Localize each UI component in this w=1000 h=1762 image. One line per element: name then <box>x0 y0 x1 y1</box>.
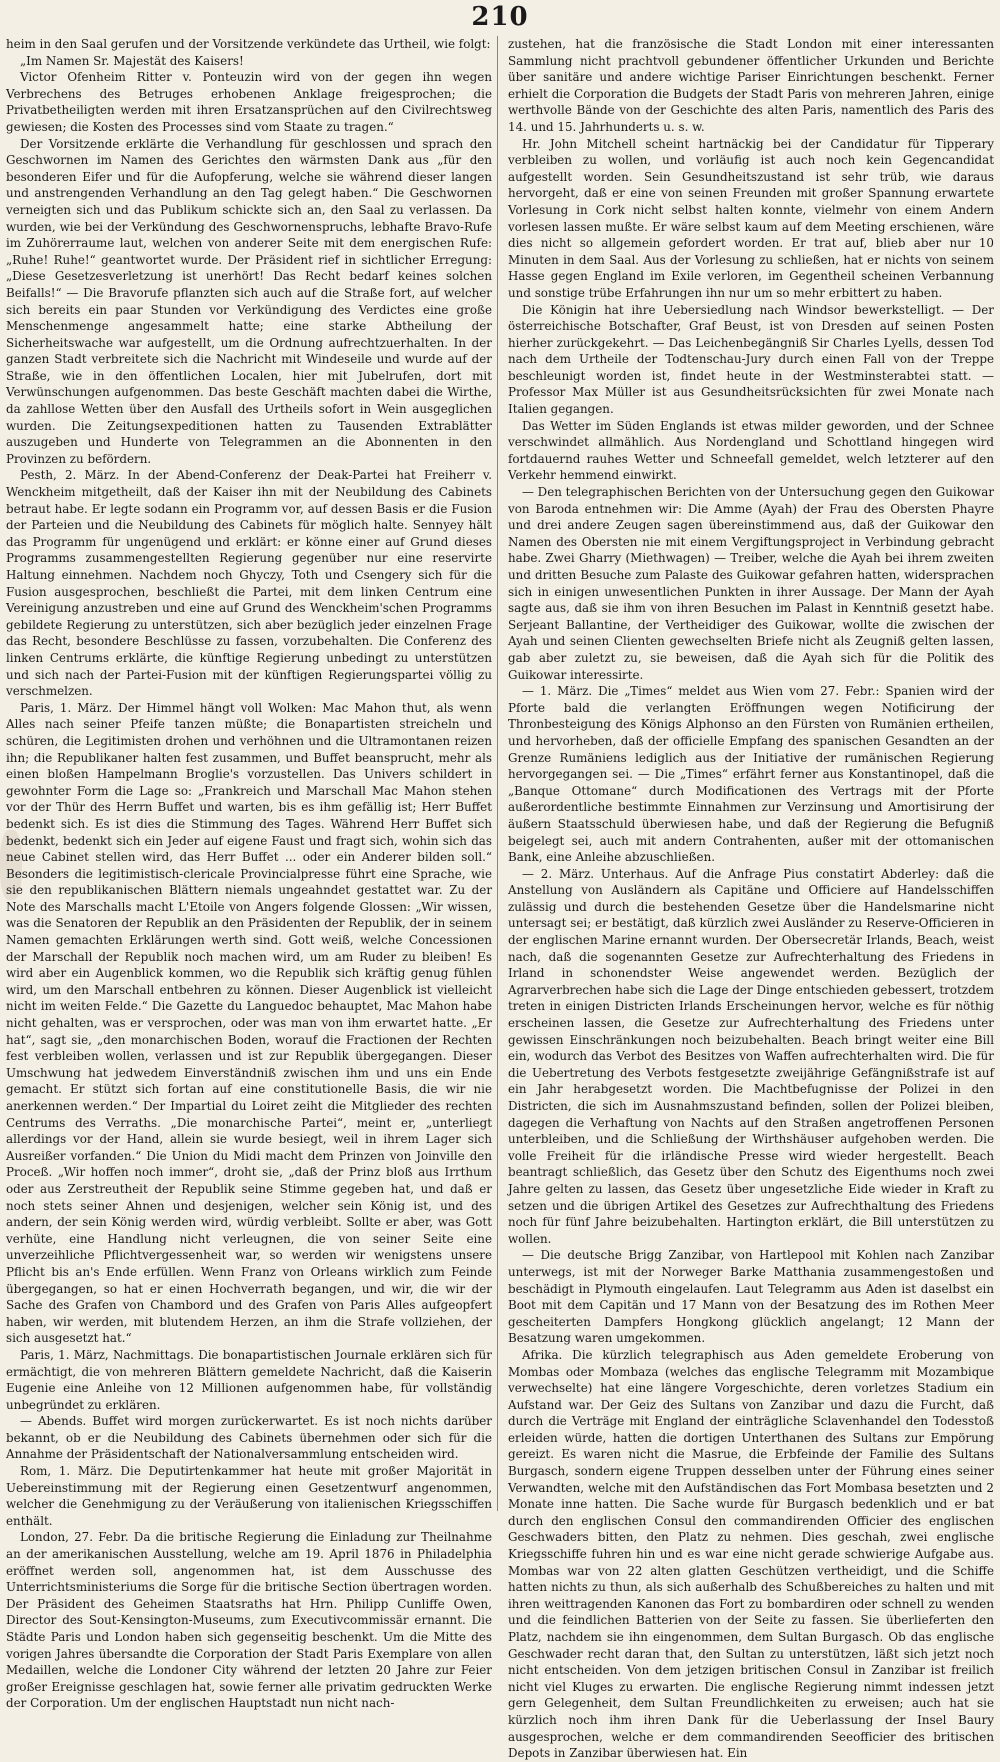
column-right <box>508 36 995 1761</box>
article-paragraph: — Den telegraphischen Berichten von der Untersuchung gegen den Guikowar von Baroda entnehmen wir: Die Amme (Ayah) der Frau des Obersten Phayre und drei andere Zeugen sagen übereinstimmend aus, daß der Guikowar den Namen des Obersten nie mit einem Vergiftungsproject in Verbindung gebracht habe. Zwei Gharry (Miethwagen) — Treiber, welche die Ayah bei ihrem zweiten und dritten Besuche zum Palaste des Guikowar gefahren hatten, widersprachen sich in einigen unwesentlichen Punkten in ihrer Aussage. Der Mann der Ayah sagte aus, daß sie ihm von ihren Besuchen im Palast in Kenntniß gesetzt habe. Serjeant Ballantine, der Vertheidiger des Guikowar, wollte die zwischen der Ayah und seinen Clienten gewechselten Briefe nicht als Zeugniß gelten lassen, gab aber zuletzt zu, sie beweisen, daß die Ayah sich für die Politik des Guikowar interessirte. <box>508 485 995 682</box>
columns-container <box>6 36 995 1761</box>
article-paragraph: Die Königin hat ihre Uebersiedlung nach Windsor bewerkstelligt. — Der österreichische Botschafter, Graf Beust, ist von Dresden auf seinen Posten hierher zurückgekehrt. — Das Leichenbegängniß Sir Charles Lyells, dessen Tod nach dem Urtheile der Todtenschau-Jury durch einen Fall von der Treppe beschleunigt worden ist, findet heute in der Westminsterabtei statt. — Professor Max Müller ist aus Gesundheitsrücksichten für zwei Monate nach Italien gegangen. <box>508 302 994 417</box>
article-paragraph: Pesth, 2. März. In der Abend-Conferenz der Deak-Partei hat Freiherr v. Wenckheim mitgetheilt, daß der Kaiser ihn mit der Neubildung des Cabinets betraut habe. Er legte sodann ein Programm vor, auf dessen Basis er die Fusion der Parteien und die Neubildung des Cabinets für möglich halte. Sennyey hält das Programm für ungenügend und erklärt: er könne einer auf Grund dieses Programms zusammengestellten Regierung gegenüber nur eine reservirte Haltung einnehmen. Nachdem noch Ghyczy, Toth und Csengery sich für die Fusion ausgesprochen, beschließt die Partei, mit dem linken Centrum eine Vereinigung anzustreben und eine auf Grund des Wenckheim'schen Programms gebildete Regierung zu unterstützen, sich aber bezüglich jeder einzelnen Frage das Recht, besondere Beschlüsse zu fassen, vorzubehalten. Die Conferenz des linken Centrums erklärte, die künftige Regierung unbedingt zu unterstützen und sich nach der Partei-Fusion mit der künftigen Regierungspartei völlig zu verschmelzen. <box>6 468 492 699</box>
article-paragraph: Hr. John Mitchell scheint hartnäckig bei der Candidatur für Tipperary verbleiben zu wollen, und vorläufig ist auch noch kein Gegencandidat aufgestellt worden. Sein Gesundheitszustand ist sehr trüb, wie daraus hervorgeht, daß er eine von seinen Freunden mit großer Spannung erwartete Vorlesung in Cork nicht selbst halten konnte, vielmehr von einem Andern vorlesen lassen mußte. Er wäre selbst kaum auf dem Meeting erschienen, wäre dies nicht so allgemein gefordert worden. Er trat auf, blieb aber nur 10 Minuten in dem Saal. Aus der Vorlesung zu schließen, hat er nichts von seinem Hasse gegen England im Exile verloren, im Gegentheil scheinen Verbannung und sonstige trübe Erfahrungen ihn nur um so mehr erbittert zu haben. <box>508 136 994 300</box>
article-paragraph: „Im Namen Sr. Majestät des Kaisers! <box>20 53 244 68</box>
article-paragraph: — 2. März. Unterhaus. Auf die Anfrage Pius constatirt Abderley: daß die Anstellung von Ausländern als Capitäne und Officiere auf Handelsschiffen zulässig und durch die bestehenden Gesetze über die Handelsmarine nicht untersagt sei; er bestätigt, daß kürzlich zwei Ausländer zu Reserve-Officieren in der englischen Marine ernannt wurden. Der Obersecretär Irlands, Beach, weist nach, daß die sogenannten Gesetze zur Aufrechterhaltung des Friedens in Irland in schonendster Weise angewendet werden. Bezüglich der Agrarverbrechen habe sich die Lage der Dinge entschieden gebessert, trotzdem treten in einigen Districten Irlands Erscheinungen hervor, welche es für nöthig erscheinen lassen, die Gesetze zur Aufrechterhaltung des Friedens unter gewissen Einschränkungen noch beizubehalten. Beach bringt weiter eine Bill ein, wodurch das Verbot des Besitzes von Waffen aufrechterhalten wird. Die für die Uebertretung des Verbots festgesetzte zweijährige Gefängnißstrafe ist auf ein Jahr herabgesetzt worden. Die Machtbefugnisse der Polizei in den Districten, die sich im Ausnahmszustand befinden, sollen der Polizei bleiben, dagegen die Verhaftung von Nachts auf den Straßen angetroffenen Personen unterbleiben, und die Schließung der Wirthshäuser aufgehoben werden. Die volle Freiheit für die irländische Presse wird wieder hergestellt. Beach beantragt schließlich, das Gesetz über den Schutz des Eigenthums noch zwei Jahre gelten zu lassen, das Gesetz über ungesetzliche Eide wieder in Kraft zu setzen und die übrigen Artikel des Gesetzes zur Aufrechthaltung des Friedens noch für fünf Jahre beizubehalten. Hartington erklärt, die Bill unterstützen zu wollen. <box>508 866 994 1246</box>
article-paragraph: Paris, 1. März. Der Himmel hängt voll Wolken: Mac Mahon thut, als wenn Alles nach seiner Pfeife tanzen müßte; die Bonapartisten streicheln und schüren, die Legitimisten drohen und verhöhnen und die Ultramontanen reizen ihn; die Republikaner halten fest zusammen, und Buffet beansprucht, mehr als einen bloßen Hampelmann Broglie's vorzustellen. Das Univers schildert in gewohnter Form die Lage so: „Frankreich und Marschall Mac Mahon stehen vor der Thür des Herrn Buffet und warten, bis es ihm gefällig ist; Herr Buffet bedenkt sich. Es ist dies die Stimmung des Tages. Während Herr Buffet sich bedenkt, bedenkt sich ein Jeder auf eigene Faust und fragt sich, wohin sich das neue Cabinet stellen wird, das Herr Buffet ... oder ein Anderer bilden soll.“ Besonders die legitimistisch-clericale Provincialpresse führt eine Sprache, wie sie den republikanischen Blättern niemals ungeahndet gestattet war. Zu der Note des Marschalls macht L'Etoile von Angers folgende Glossen: „Wir wissen, was die Senatoren der Republik an den Präsidenten der Republik, der in seinem Namen gemachten Erklärungen werth sind. Gott weiß, welche Concessionen der Marschall der Republik noch machen wird, um am Ruder zu bleiben! Es wird aber ein Augenblick kommen, wo die Republik sich kräftig genug fühlen wird, um den Marschall entbehren zu können. Dieser Augenblick ist vielleicht nicht im weiten Felde.“ Die Gazette du Languedoc behauptet, Mac Mahon habe nicht gehalten, was er versprochen, oder was man von ihm erwartet hatte. „Er hat“, sagt sie, „den monarchischen Boden, worauf die Fractionen der Rechten fest verbleiben wollen, verlassen und ist zur Republik übergegangen. Dieser Umschwung hat jedwedem Einverständniß zwischen ihm und uns ein Ende gemacht. Er stützt sich fortan auf eine constitutionelle Basis, die wir nie anerkennen werden.“ Der Impartial du Loiret zeiht die Mitglieder des rechten Centrums des Verraths. „Die monarchische Partei“, meint er, „unterliegt allerdings vor der Hand, allein sie wurde besiegt, weil in ihrem Lager sich Ausreißer vorfanden.“ Die Union du Midi macht dem Prinzen von Joinville den Proceß. „Wir hoffen noch immer“, droht sie, „daß der Prinz bloß aus Irrthum oder aus Zerstreutheit der Republik seine Stimme gegeben hat, und daß er noch stets seiner Ahnen und desjenigen, welcher sein König ist, und des andern, der sein König werden wird, würdig verbleibt. Sollte er aber, was Gott verhüte, eine Handlung nicht verleugnen, die von seiner Seite eine unverzeihliche Pflichtvergessenheit war, so werden wir wenigstens unsere Pflicht bis an's Ende erfüllen. Wenn Franz von Orleans wirklich zum Feinde übergegangen, so hat er einen Hochverrath begangen, und wir, die wir der Sache des Grafen von Chambord und des Grafen von Paris Alles aufgeopfert haben, wir werden, mit blutendem Herzen, an ihm die Strafe vollziehen, der sich ausgesetzt hat.“ <box>6 700 492 1346</box>
page-number: 210 <box>471 2 529 32</box>
article-paragraph: Das Wetter im Süden Englands ist etwas milder geworden, und der Schnee verschwindet allmählich. Aus Nordengland und Schottland hingegen wird fortdauernd rauhes Wetter und Schneefall gemeldet, welch letzterer auf den Verkehr hemmend einwirkt. <box>508 418 994 483</box>
article-paragraph: Rom, 1. März. Die Deputirtenkammer hat heute mit großer Majorität in Uebereinstimmung mit der Regierung einen Gesetzentwurf angenommen, welcher die Genehmigung zu der Veräußerung von italienischen Kriegsschiffen enthält. <box>6 1464 492 1528</box>
article-paragraph: heim in den Saal gerufen und der Vorsitzende verkündete das Urtheil, wie folgt: <box>6 37 491 51</box>
article-paragraph: — 1. März. Die „Times“ meldet aus Wien vom 27. Febr.: Spanien wird der Pforte bald die verlangten Eröffnungen wegen Notificirung der Thronbesteigung des Königs Alphonso an den Fürsten von Rumänien ertheilen, und hervorheben, daß der officielle Empfang des spanischen Gesandten an der Grenze Rumäniens lediglich aus der Initiative der rumänischen Regierung hervorgegangen sei. — Die „Times“ erfährt ferner aus Konstantinopel, daß die „Banque Ottomane“ durch Modificationen des Vertrags mit der Pforte außerordentliche bestimmte Einnahmen zur Verzinsung und Amortisirung der äußern Staatsschuld überwiesen habe, und daß der Regierung die Befugniß beigelegt sei, auch mit andern Contrahenten, außer mit der ottomanischen Bank, eine Anleihe abzuschließen. <box>508 684 994 865</box>
article-paragraph: Der Vorsitzende erklärte die Verhandlung für geschlossen und sprach den Geschwornen im Namen des Gerichtes den wärmsten Dank aus „für den besonderen Eifer und für die Aufopferung, welche sie während dieser langen und anstrengenden Verhandlung an den Tag gelegt haben.“ Die Geschwornen verneigten sich und das Publikum schickte sich an, den Saal zu verlassen. Da wurden, wie bei der Verkündung des Geschwornenspruchs, lebhafte Bravo-Rufe im Zuhörerraume laut, welchen von anderer Seite mit dem energischen Rufe: „Ruhe! Ruhe!“ geantwortet wurde. Der Präsident rief in sichtlicher Erregung: „Diese Gesetzesverletzung ist unerhört! Das Recht bedarf keines solchen Beifalls!“ — Die Bravorufe pflanzten sich auch auf die Straße fort, auf welcher sich bereits ein paar Stunden vor Verkündigung des Verdictes eine große Menschenmenge angesammelt hatte; eine starke Abtheilung der Sicherheitswache war aufgestellt, um die Ordnung aufrechtzuerhalten. In der ganzen Stadt verbreitete sich die Nachricht mit Windeseile und wurde auf der Straße, wie in den öffentlichen Localen, hier mit Jubelrufen, dort mit Verwünschungen aufgenommen. Das beste Geschäft machten dabei die Wirthe, da zahllose Wetten über den Ausfall des Urtheils sofort in Wein ausgeglichen wurden. Die Zeitungsexpeditionen hatten zu Tausenden Extrablätter auszugeben und Hunderte von Telegrammen an die Abonnenten in den Provinzen zu befördern. <box>6 136 492 466</box>
article-paragraph: London, 27. Febr. Da die britische Regierung die Einladung zur Theilnahme an der amerikanischen Ausstellung, welche am 19. April 1876 in Philadelphia eröffnet werden soll, angenommen hat, ist dem Ausschusse des Unterrichtsministeriums die Sorge für die britische Section übertragen worden. Der Präsident des Geheimen Staatsraths hat Hrn. Philipp Cunliffe Owen, Director des Sout-Kensington-Museums, zum Executivcommissär ernannt. Die Städte Paris und London haben sich gegenseitig beschenkt. Um die Mitte des vorigen Jahres übersandte die Corporation der Stadt Paris Exemplare von allen Medaillen, welche die Londoner City während der letzten 20 Jahre zur Feier großer Ereignisse geschlagen hat, sowie ferner alle privatim gedruckten Werke der Corporation. Um der englischen Hauptstadt nun nicht nach- <box>6 1530 492 1711</box>
article-paragraph: Paris, 1. März, Nachmittags. Die bonapartistischen Journale erklären sich für ermächtigt, die von mehreren Blättern gemeldete Nachricht, daß die Kaiserin Eugenie eine Anleihe von 12 Millionen aufgenommen habe, für vollständig unbegründet zu erklären. <box>6 1347 492 1412</box>
article-paragraph: zustehen, hat die französische die Stadt London mit einer interessanten Sammlung nicht prachtvoll gebundener öffentlicher Urkunden und Berichte über sanitäre und andere wichtige Pariser Einrichtungen beschenkt. Ferner erhielt die Corporation die Budgets der Stadt Paris von mehreren Jahren, einige werthvolle Bände von der Geschichte des alten Paris, namentlich des Paris des 14. und 15. Jahrhunderts u. s. w. <box>508 37 994 134</box>
article-paragraph: Afrika. Die kürzlich telegraphisch aus Aden gemeldete Eroberung von Mombas oder Mombaza (welches das englische Telegramm mit Mozambique verwechselte) hat eine längere Vorgeschichte, deren vorletzes Stadium ein Aufstand war. Der Geiz des Sultans von Zanzibar und dazu die Furcht, daß durch die Verträge mit England der einträgliche Sclavenhandel den Todesstoß erleiden würde, hatten die dortigen Unterthanen des Sultans zur Empörung gereizt. Es waren nicht die Masrue, die Erbfeinde der Familie des Sultans Burgasch, sondern eigene Truppen desselben unter der Führung eines seiner Verwandten, welche mit den Aufständischen das Fort Mombasa besetzten und 2 Monate inne hatten. Die Sache wurde für Burgasch bedenklich und er bat durch den englischen Consul den commandirenden Officier des englischen Geschwaders bitten, den Platz zu nehmen. Dies geschah, zwei englische Kriegsschiffe fuhren hin und es war eine nicht gerade schwierige Aufgabe aus. Mombas war von 22 alten glatten Geschützen vertheidigt, und die Schiffe hatten nichts zu thun, als sich außerhalb des Schußbereiches zu halten und mit ihren weittragenden Kanonen das Fort zu bombardiren oder schnell zu wenden und die feindlichen Batterien von der Seite zu fassen. Sie überlieferten den Platz, nachdem sie ihn eingenommen, dem Sultan Burgasch. Ob das englische Geschwader recht daran that, den Sultan zu unterstützen, läßt sich jetzt noch nicht entscheiden. Von dem jetzigen britischen Consul in Zanzibar ist freilich nicht viel Kluges zu erwarten. Die englische Regierung nimmt indessen jetzt gern Gelegenheit, dem Sultan Freundlichkeiten zu erweisen; auch hat sie kürzlich noch ihm ihren Dank für die Ueberlassung der Insel Baury ausgesprochen, welche er dem commandirenden Seeofficier des britischen Depots in Zanzibar überwiesen hat. Ein <box>508 1347 994 1761</box>
article-paragraph: Victor Ofenheim Ritter v. Ponteuzin wird von der gegen ihn wegen Verbrechens des Betruges erhobenen Anklage freigesprochen; die Privatbetheiligten werden mit ihren Ersatzansprüchen auf den Civilrechtsweg gewiesen; die Kosten des Processes sind vom Staate zu tragen.“ <box>6 70 492 134</box>
article-paragraph: — Abends. Buffet wird morgen zurückerwartet. Es ist noch nichts darüber bekannt, ob er die Neubildung des Cabinets übernehmen oder sich für die Annahme der Präsidentschaft der Nationalversammlung entscheiden wird. <box>6 1414 492 1462</box>
column-left <box>6 36 492 1711</box>
article-paragraph: — Die deutsche Brigg Zanzibar, von Hartlepool mit Kohlen nach Zanzibar unterwegs, ist mit der Norweger Barke Matthania zusammengestoßen und beschädigt in Plymouth eingelaufen. Laut Telegramm aus Aden ist daselbst ein Boot mit dem Capitän und 17 Mann von der Besatzung des im Rothen Meer gescheiterten Dampfers Hongkong glücklich angelangt; 12 Mann der Besatzung waren umgekommen. <box>508 1248 994 1346</box>
